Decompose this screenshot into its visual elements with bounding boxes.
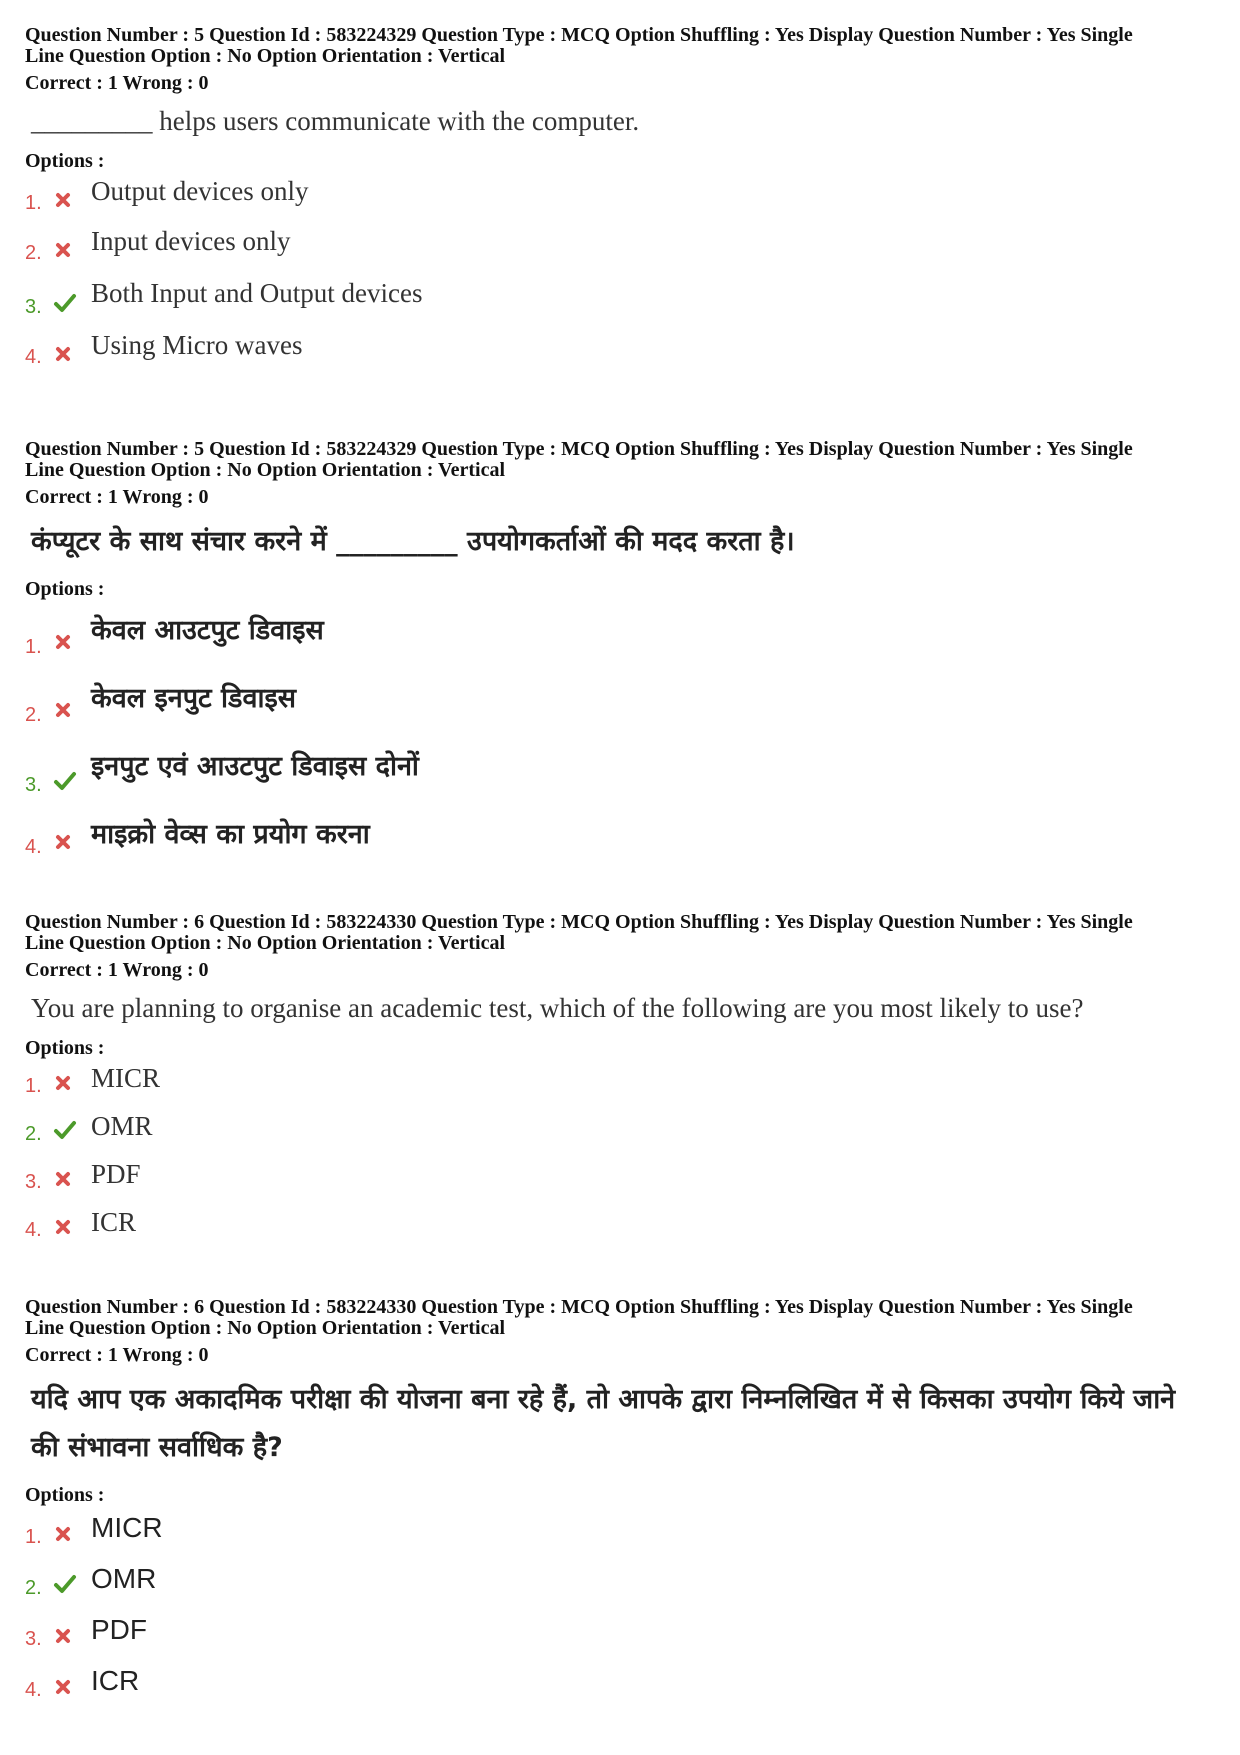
question-block-1 bbox=[25, 25, 1220, 382]
cross-icon bbox=[53, 1073, 73, 1093]
option-number: 2. bbox=[25, 704, 42, 726]
meta-line-2: Line Question Option : No Option Orientation : Vertical bbox=[25, 932, 506, 954]
marks-line: Correct : 1 Wrong : 0 bbox=[25, 959, 209, 981]
option-number: 2. bbox=[25, 1577, 42, 1599]
question-text: यदि आप एक अकादमिक परीक्षा की योजना बना रहे हैं, तो आपके द्वारा निम्नलिखित में से किसका उपयोग किये जाने की संभावना सर्वाधिक है? bbox=[31, 1384, 1176, 1463]
option-text: Using Micro waves bbox=[91, 330, 303, 360]
option-number: 4. bbox=[25, 1219, 42, 1241]
marks-line: Correct : 1 Wrong : 0 bbox=[25, 1344, 209, 1366]
check-icon bbox=[53, 1119, 73, 1139]
cross-icon bbox=[53, 1524, 73, 1544]
cross-icon bbox=[53, 632, 73, 652]
options-label: Options : bbox=[25, 578, 105, 600]
cross-icon bbox=[53, 700, 73, 720]
cross-icon bbox=[53, 1626, 73, 1646]
check-icon bbox=[53, 292, 73, 312]
option-text: इनपुट एवं आउटपुट डिवाइस दोनों bbox=[91, 751, 419, 782]
option-text: केवल इनपुट डिवाइस bbox=[91, 683, 296, 714]
option-text: माइक्रो वेव्स का प्रयोग करना bbox=[91, 819, 370, 850]
marks-line: Correct : 1 Wrong : 0 bbox=[25, 486, 209, 508]
question-text: कंप्यूटर के साथ संचार करने में _________ उपयोगकर्ताओं की मदद करता है। bbox=[31, 526, 795, 557]
cross-icon bbox=[53, 190, 73, 210]
option-text: PDF bbox=[91, 1614, 147, 1645]
question-meta bbox=[25, 1297, 1220, 1339]
option-text: ICR bbox=[91, 1665, 140, 1696]
option-list bbox=[25, 1506, 1220, 1716]
option-number: 3. bbox=[25, 296, 42, 318]
meta-line-1: Question Number : 5 Question Id : 583224329 Question Type : MCQ Option Shuffling : Yes Display Question Number : Yes Single bbox=[25, 438, 1133, 460]
option-list bbox=[25, 600, 1220, 870]
meta-line-1: Question Number : 6 Question Id : 583224330 Question Type : MCQ Option Shuffling : Yes Display Question Number : Yes Single bbox=[25, 911, 1133, 933]
option-number: 3. bbox=[25, 1628, 42, 1650]
meta-line-1: Question Number : 6 Question Id : 583224330 Question Type : MCQ Option Shuffling : Yes Display Question Number : Yes Single bbox=[25, 1296, 1133, 1318]
option-list bbox=[25, 1059, 1220, 1259]
option-number: 2. bbox=[25, 242, 42, 264]
option-number: 4. bbox=[25, 836, 42, 858]
cross-icon bbox=[53, 1169, 73, 1189]
option-list bbox=[25, 172, 1220, 382]
option-number: 1. bbox=[25, 1075, 42, 1097]
option-text: OMR bbox=[91, 1111, 153, 1141]
option-number: 1. bbox=[25, 636, 42, 658]
question-meta bbox=[25, 912, 1220, 954]
marks-line: Correct : 1 Wrong : 0 bbox=[25, 72, 209, 94]
option-text: MICR bbox=[91, 1063, 161, 1093]
question-text: You are planning to organise an academic test, which of the following are you most likely to use? bbox=[31, 993, 1084, 1023]
meta-line-2: Line Question Option : No Option Orientation : Vertical bbox=[25, 1317, 506, 1339]
option-number: 3. bbox=[25, 1171, 42, 1193]
option-number: 3. bbox=[25, 774, 42, 796]
option-text: Both Input and Output devices bbox=[91, 278, 423, 308]
cross-icon bbox=[53, 1217, 73, 1237]
option-number: 1. bbox=[25, 1526, 42, 1548]
meta-line-1: Question Number : 5 Question Id : 583224329 Question Type : MCQ Option Shuffling : Yes Display Question Number : Yes Single bbox=[25, 24, 1133, 46]
option-number: 4. bbox=[25, 346, 42, 368]
option-number: 4. bbox=[25, 1679, 42, 1701]
check-icon bbox=[53, 1573, 73, 1593]
option-number: 2. bbox=[25, 1123, 42, 1145]
question-block-3 bbox=[25, 912, 1220, 1259]
question-meta bbox=[25, 25, 1220, 67]
option-text: ICR bbox=[91, 1207, 137, 1237]
question-block-4 bbox=[25, 1297, 1220, 1716]
options-label: Options : bbox=[25, 150, 105, 172]
option-text: Input devices only bbox=[91, 226, 291, 256]
option-text: OMR bbox=[91, 1563, 157, 1594]
check-icon bbox=[53, 770, 73, 790]
question-meta bbox=[25, 439, 1220, 481]
cross-icon bbox=[53, 832, 73, 852]
cross-icon bbox=[53, 240, 73, 260]
option-number: 1. bbox=[25, 192, 42, 214]
option-text: PDF bbox=[91, 1159, 141, 1189]
option-text: MICR bbox=[91, 1512, 163, 1543]
meta-line-2: Line Question Option : No Option Orientation : Vertical bbox=[25, 45, 506, 67]
question-text: _________ helps users communicate with the computer. bbox=[31, 106, 640, 136]
cross-icon bbox=[53, 344, 73, 364]
options-label: Options : bbox=[25, 1037, 105, 1059]
option-text: केवल आउटपुट डिवाइस bbox=[91, 615, 324, 646]
option-text: Output devices only bbox=[91, 176, 309, 206]
options-label: Options : bbox=[25, 1484, 105, 1506]
meta-line-2: Line Question Option : No Option Orientation : Vertical bbox=[25, 459, 506, 481]
question-block-2 bbox=[25, 439, 1220, 870]
cross-icon bbox=[53, 1677, 73, 1697]
